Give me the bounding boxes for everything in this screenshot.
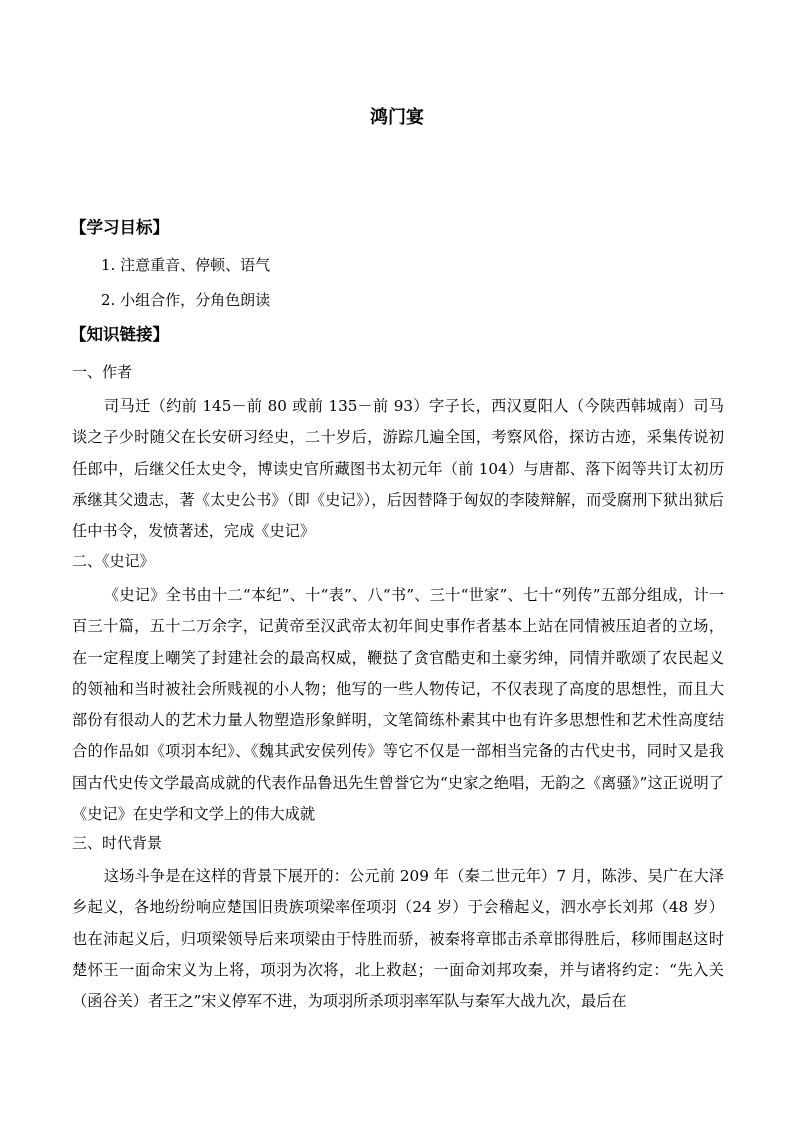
study-goal-item-1: 1. 注意重音、停顿、语气 <box>101 256 271 274</box>
section-background-label: 三、时代背景 <box>72 834 163 852</box>
document-title: 鸿门宴 <box>370 107 424 128</box>
section-background-text: 这场斗争是在这样的背景下展开的：公元前 209 年（秦二世元年）7 月，陈涉、吴广在大泽乡起义，各地纷纷响应楚国旧贵族项梁率侄项羽（24 岁）于会稽起义，泗水亭长刘邦（48 岁）也在沛起义后，归项梁领导后来项梁由于恃胜而骄，被秦将章邯击杀章邯得胜后，移师围赵这时楚怀王一面命宋义为上将，项羽为次将，北上救赵；一面命刘邦攻秦，并与诸将约定：“先入关（函谷关）者王之”宋义停军不进，为项羽所杀项羽率军队与秦军大战九次，最后在 <box>72 867 724 1011</box>
knowledge-heading: 【知识链接】 <box>70 325 169 344</box>
section-shiji-text: 《史记》全书由十二“本纪”、十“表”、八“书”、三十“世家”、七十“列传”五部分组成，计一百三十篇，五十二万余字，记黄帝至汉武帝太初年间史事作者基本上站在同情被压迫者的立场，在一定程度上嘲笑了封建社会的最高权威，鞭挞了贪官酷吏和土豪劣绅，同情并歌颂了农民起义的领袖和当时被社会所贱视的小人物；他写的一些人物传记，不仅表现了高度的思想性，而且大部份有很动人的艺术力量人物塑造形象鲜明，文笔简练朴素其中也有许多思想性和艺术性高度结合的作品如《项羽本纪》、《魏其武安侯列传》等它不仅是一部相当完备的古代史书，同时又是我国古代史传文学最高成就的代表作品鲁迅先生曾誉它为“史家之绝唱，无韵之《离骚》”这正说明了《史记》在史学和文学上的伟大成就 <box>72 586 724 824</box>
section-author-text: 司马迁（约前 145－前 80 或前 135－前 93）字子长，西汉夏阳人（今陕西韩城南）司马谈之子少时随父在长安研习经史，二十岁后，游踪几遍全国，考察风俗，探访古迹，采集传说初任郎中，后继父任太史令，博读史官所藏图书太初元年（前 104）与唐都、落下闳等共订太初历承继其父遗志，著《太史公书》（即《史记》），后因替降于匈奴的李陵辩解，而受腐刑下狱出狱后任中书令，发愤著述，完成《史记》 <box>72 397 724 541</box>
section-author-label: 一、作者 <box>72 363 133 381</box>
study-goals-heading: 【学习目标】 <box>70 218 169 237</box>
section-shiji-label: 二、《史记》 <box>72 552 155 570</box>
study-goal-item-2: 2. 小组合作，分角色朗读 <box>101 291 271 309</box>
